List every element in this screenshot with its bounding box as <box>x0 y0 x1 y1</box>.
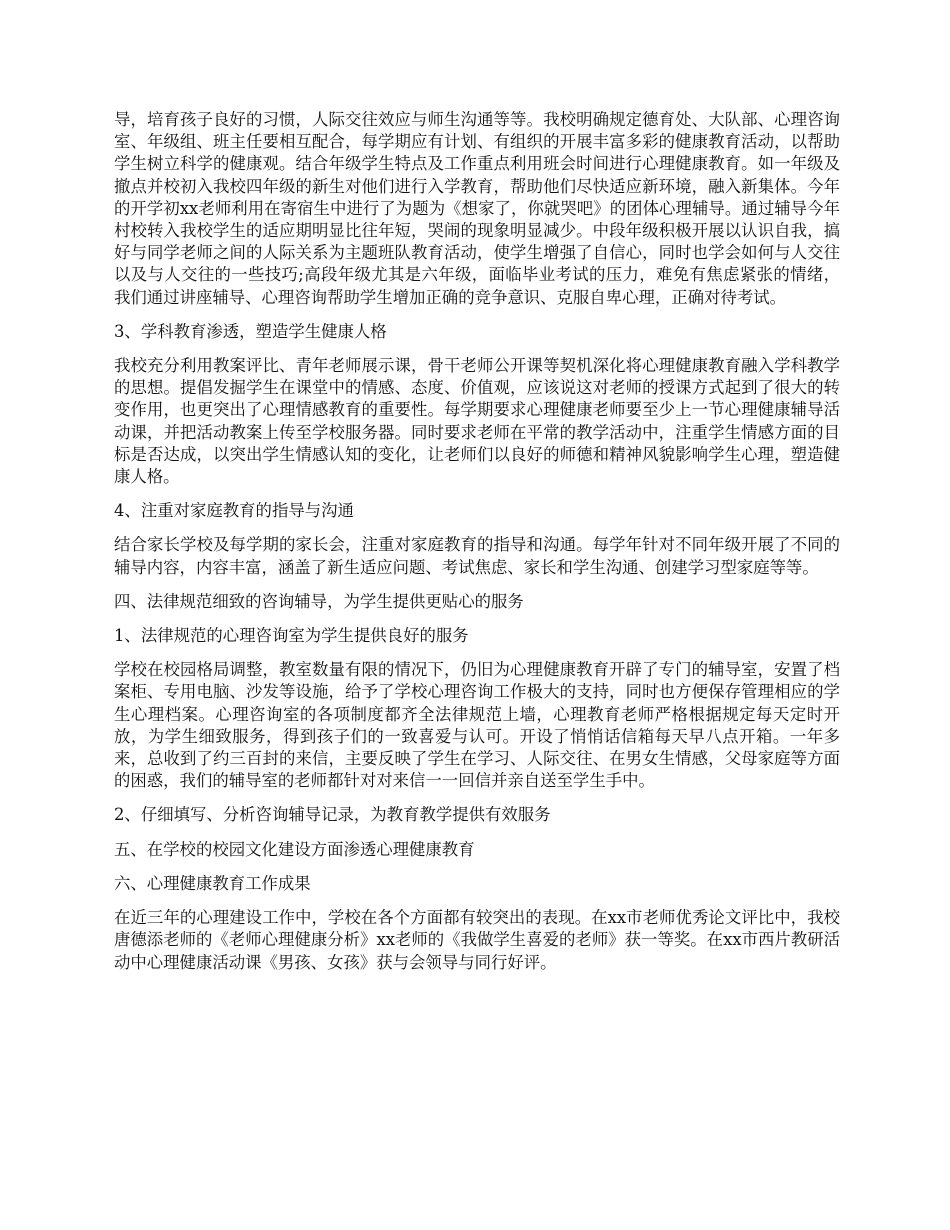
section-heading: 六、心理健康教育工作成果 <box>114 873 311 893</box>
section-heading: 3、学科教育渗透，塑造学生健康人格 <box>114 321 387 341</box>
document-page <box>114 109 840 974</box>
section-heading: 4、注重对家庭教育的指导与沟通 <box>114 501 354 521</box>
section-heading: 五、在学校的校园文化建设方面渗透心理健康教育 <box>114 839 475 859</box>
body-paragraph: 结合家长学校及每学期的家长会，注重对家庭教育的指导和沟通。每学年针对不同年级开展了不同的辅导内容，内容丰富，涵盖了新生适应问题、考试焦虑、家长和学生沟通、创建学习型家庭等等。 <box>114 535 840 577</box>
section-heading: 2、仔细填写、分析咨询辅导记录，为教育教学提供有效服务 <box>114 805 551 825</box>
section-heading: 四、法律规范细致的咨询辅导，为学生提供更贴心的服务 <box>114 591 524 611</box>
section-heading: 1、法律规范的心理咨询室为学生提供良好的服务 <box>114 626 469 646</box>
body-paragraph: 学校在校园格局调整，教室数量有限的情况下，仍旧为心理健康教育开辟了专门的辅导室，安置了档案柜、专用电脑、沙发等设施，给予了学校心理咨询工作极大的支持，同时也方便保存管理相应的学生心理档案。心理咨询室的各项制度都齐全法律规范上墙，心理教育老师严格根据规定每天定时开放，为学生细致服务，得到孩子们的一致喜爱与认可。开设了悄悄话信箱每天早八点开箱。一年多来，总收到了约三百封的来信，主要反映了学生在学习、人际交往、在男女生情感，父母家庭等方面的困惑，我们的辅导室的老师都针对对来信一一回信并亲自送至学生手中。 <box>114 660 840 791</box>
body-paragraph: 在近三年的心理建设工作中，学校在各个方面都有较突出的表现。在xx市老师优秀论文评比中，我校唐德添老师的《老师心理健康分析》xx老师的《我做学生喜爱的老师》获一等奖。在xx市西片教研活动中心理健康活动课《男孩、女孩》获与会领导与同行好评。 <box>114 908 840 972</box>
body-paragraph: 导，培育孩子良好的习惯，人际交往效应与师生沟通等等。我校明确规定德育处、大队部、心理咨询室、年级组、班主任要相互配合，每学期应有计划、有组织的开展丰富多彩的健康教育活动，以帮助学生树立科学的健康观。结合年级学生特点及工作重点利用班会时间进行心理健康教育。如一年级及撤点并校初入我校四年级的新生对他们进行入学教育，帮助他们尽快适应新环境，融入新集体。今年的开学初xx老师利用在寄宿生中进行了为题为《想家了，你就哭吧》的团体心理辅导。通过辅导今年村校转入我校学生的适应期明显比往年短，哭闹的现象明显减少。中段年级积极开展以认识自我，搞好与同学老师之间的人际关系为主题班队教育活动，使学生增强了自信心，同时也学会如何与人交往以及与人交往的一些技巧;高段年级尤其是六年级，面临毕业考试的压力，难免有焦虑紧张的情绪，我们通过讲座辅导、心理咨询帮助学生增加正确的竞争意识、克服自卑心理，正确对待考试。 <box>114 110 840 307</box>
body-paragraph: 我校充分利用教案评比、青年老师展示课，骨干老师公开课等契机深化将心理健康教育融入学科教学的思想。提倡发掘学生在课堂中的情感、态度、价值观，应该说这对老师的授课方式起到了很大的转变作用，也更突出了心理情感教育的重要性。每学期要求心理健康老师要至少上一节心理健康辅导活动课，并把活动教案上传至学校服务器。同时要求老师在平常的教学活动中，注重学生情感方面的目标是否达成，以突出学生情感认知的变化，让老师们以良好的师德和精神风貌影响学生心理，塑造健康人格。 <box>114 356 840 487</box>
